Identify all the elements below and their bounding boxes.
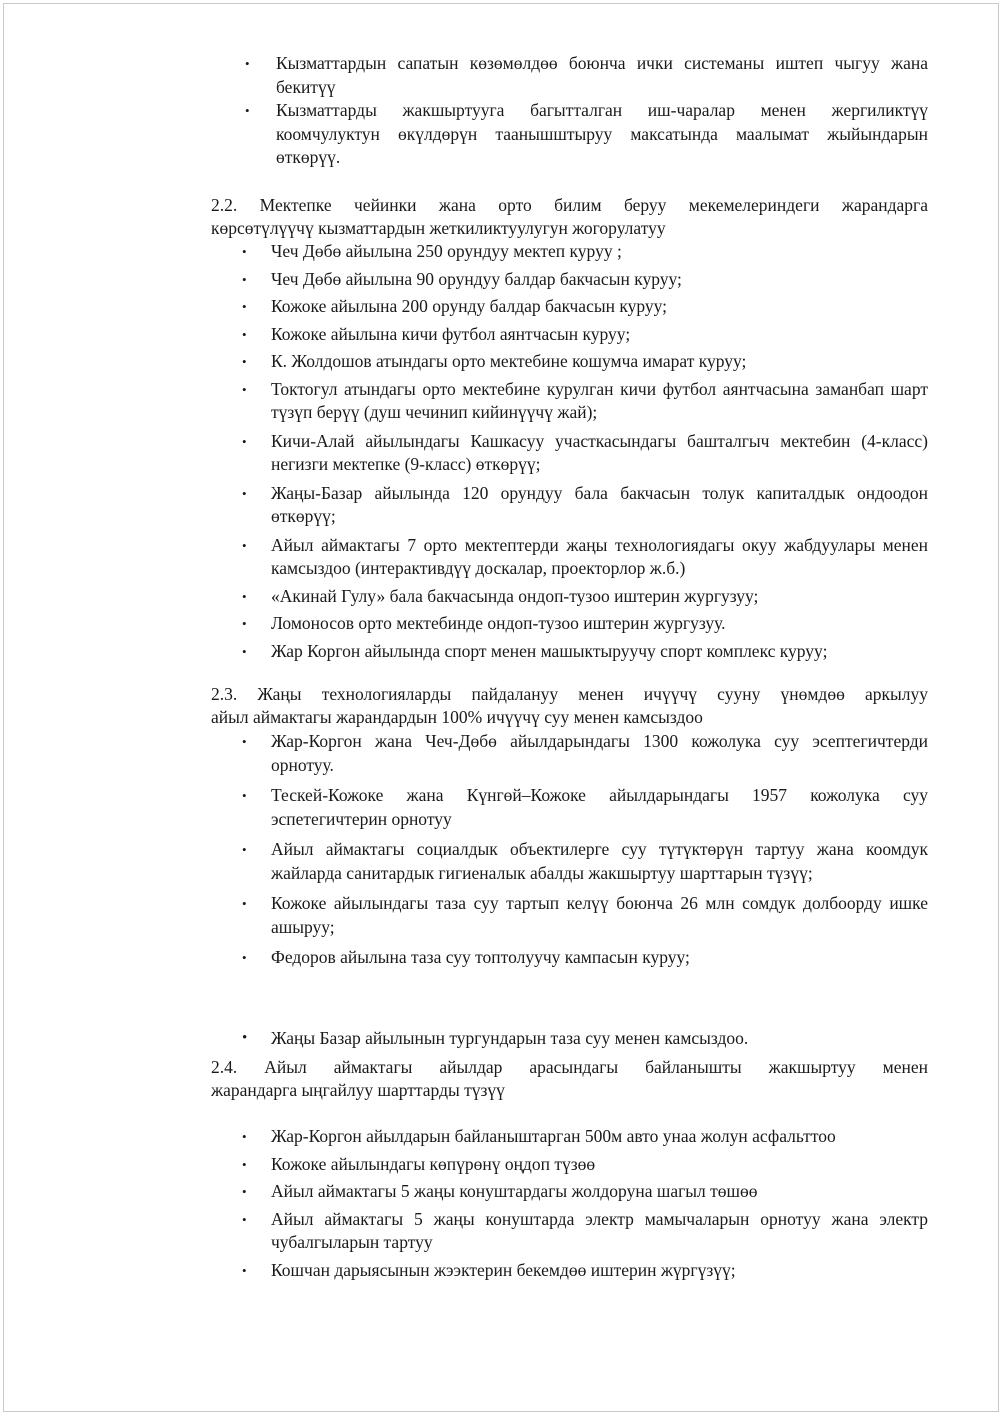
list-item: • Ломоносов орто мектебинде ондоп-тузоо иштерин жургузуу. bbox=[271, 612, 928, 636]
bullet-icon: • bbox=[242, 485, 247, 501]
list-item: • Кызматтардын сапатын көзөмөлдөө боюнча ички системаны иштеп чыгуу жана бекитүү bbox=[245, 53, 928, 97]
list-item: • Айыл аймактагы 7 орто мектептерди жаңы технологиядагы окуу жабдуулары менен камсыздоо (интерактивдүү доскалар, проекторлор ж.б.) bbox=[242, 534, 928, 578]
list-item: • Кожоке айылына кичи футбол аянтчасын куруу; bbox=[271, 323, 928, 347]
bullet-icon: • bbox=[242, 643, 247, 659]
list-item: • Чеч Дөбө айылына 250 орундуу мектеп куруу ; bbox=[271, 240, 928, 264]
bullet-icon: • bbox=[245, 103, 250, 118]
bullet-icon: • bbox=[242, 950, 247, 965]
bullet-icon: • bbox=[242, 1262, 247, 1278]
list-item: • Тескей-Кожоке жана Күнгөй–Кожоке айылдарындагы 1957 кожолука суу эспетегичтерин орнотуу bbox=[242, 785, 928, 829]
section-2-3-extra-list bbox=[242, 1027, 928, 1051]
bullet-icon: • bbox=[245, 56, 250, 71]
list-item: • Федоров айылына таза суу топтолуучу кампасын куруу; bbox=[271, 946, 928, 970]
list-item: • Жаңы Базар айылынын тургундарын таза суу менен камсыздоо. bbox=[271, 1027, 928, 1051]
bullet-icon: • bbox=[242, 1156, 247, 1172]
section-2-4-list bbox=[242, 1125, 928, 1282]
bullet-icon: • bbox=[242, 1030, 248, 1046]
bullet-icon: • bbox=[242, 842, 247, 857]
list-item: • «Акинай Гулу» бала бакчасында ондоп-тузоо иштерин жургузуу; bbox=[271, 585, 928, 609]
bullet-icon: • bbox=[242, 271, 247, 287]
section-2-2-list bbox=[242, 240, 928, 663]
section-2-3-extra-block bbox=[0, 1027, 1004, 1051]
section-2-2-heading: 2.2. Мектепке чейинки жана орто билим беруу мекемелериндеги жарандарга көрсөтүлүүчү кызматтардын жеткиликтуулугун жогорулатуу bbox=[211, 195, 928, 238]
list-item: • Жар-Коргон айылдарын байланыштарган 500м авто унаа жолун асфальттоо bbox=[271, 1125, 928, 1149]
list-item: • Айыл аймактагы социалдык объектилерге суу түтүктөрүн тартуу жана коомдук жайларда санитардык гигиеналык абалды жакшыртуу шарттарын түзүү; bbox=[242, 839, 928, 883]
list-item: • Айыл аймактагы 5 жаңы конуштарда электр мамычаларын орнотуу жана электр чубалгыларын тартуу bbox=[242, 1208, 928, 1252]
bullet-icon: • bbox=[242, 896, 247, 911]
bullet-icon: • bbox=[242, 354, 247, 369]
list-item: • Айыл аймактагы 5 жаңы конуштардагы жолдоруна шагыл төшөө bbox=[271, 1180, 928, 1204]
bullet-icon: • bbox=[242, 326, 247, 342]
list-item: • Кичи-Алай айылындагы Кашкасуу участкасындагы башталгыч мектебин (4-класс) негизги мектепке (9-класс) өткөрүү; bbox=[242, 430, 928, 474]
bullet-icon: • bbox=[242, 788, 247, 803]
bullet-icon: • bbox=[242, 299, 247, 314]
section-2-2-list-block bbox=[0, 240, 1004, 663]
section-2-3-heading: 2.3. Жаңы технологияларды пайдалануу менен ичүүчү сууну үнөмдөө аркылуу айыл аймактагы жарандардын 100% ичүүчү суу менен камсыздоо bbox=[211, 684, 928, 727]
list-item: • Кошчан дарыясынын жээктерин бекемдөө иштерин жүргүзүү; bbox=[271, 1259, 928, 1283]
bullet-icon: • bbox=[242, 734, 247, 749]
list-item: • Жар-Коргон жана Чеч-Дөбө айылдарындагы 1300 кожолука суу эсептегичтерди орнотуу. bbox=[242, 731, 928, 775]
section-2-3-list-block bbox=[0, 730, 1004, 970]
bullet-icon: • bbox=[242, 588, 247, 604]
bullet-icon: • bbox=[242, 244, 247, 259]
list-item: • Жаңы-Базар айылында 120 орундуу бала бакчасын толук капиталдык ондоодон өткөрүү; bbox=[242, 482, 928, 526]
bullet-icon: • bbox=[242, 1129, 247, 1144]
list-item: • Кызматтарды жакшыртууга багытталган иш-чаралар менен жергиликтүү коомчулуктун өкүлдөрүн таанышштыруу максатында маалымат жыйындарын өткөрүү. bbox=[245, 100, 928, 167]
bullet-icon: • bbox=[242, 1184, 247, 1199]
top-list bbox=[245, 52, 928, 170]
bullet-icon: • bbox=[242, 616, 247, 631]
bullet-icon: • bbox=[242, 433, 247, 449]
top-list-block bbox=[0, 52, 1004, 170]
list-item: • К. Жолдошов атындагы орто мектебине кошумча имарат куруу; bbox=[271, 350, 928, 374]
list-item: • Кожоке айылына 200 орунду балдар бакчасын куруу; bbox=[271, 295, 928, 319]
list-item: • Жар Коргон айылында спорт менен машыктыруучу спорт комплекс куруу; bbox=[271, 640, 928, 664]
bullet-icon: • bbox=[242, 381, 247, 397]
list-item: • Кожоке айылындагы көпүрөнү оңдоп түзөө bbox=[271, 1153, 928, 1177]
bullet-icon: • bbox=[242, 1211, 247, 1227]
section-2-4-heading: 2.4. Айыл аймактагы айылдар арасындагы байланышты жакшыртуу менен жарандарга ыңгайлуу шарттарды түзүү bbox=[211, 1057, 928, 1100]
list-item: • Токтогул атындагы орто мектебине курулган кичи футбол аянтчасына заманбап шарт түзүп берүү (душ чечинип кийинүүчү жай); bbox=[242, 378, 928, 422]
section-2-3-list bbox=[242, 730, 928, 970]
list-item: • Кожоке айылындагы таза суу тартып келүү боюнча 26 млн сомдук долбоорду ишке ашыруу; bbox=[242, 893, 928, 937]
bullet-icon: • bbox=[242, 537, 247, 553]
section-2-4-list-block bbox=[0, 1125, 1004, 1282]
list-item: • Чеч Дөбө айылына 90 орундуу балдар бакчасын куруу; bbox=[271, 268, 928, 292]
